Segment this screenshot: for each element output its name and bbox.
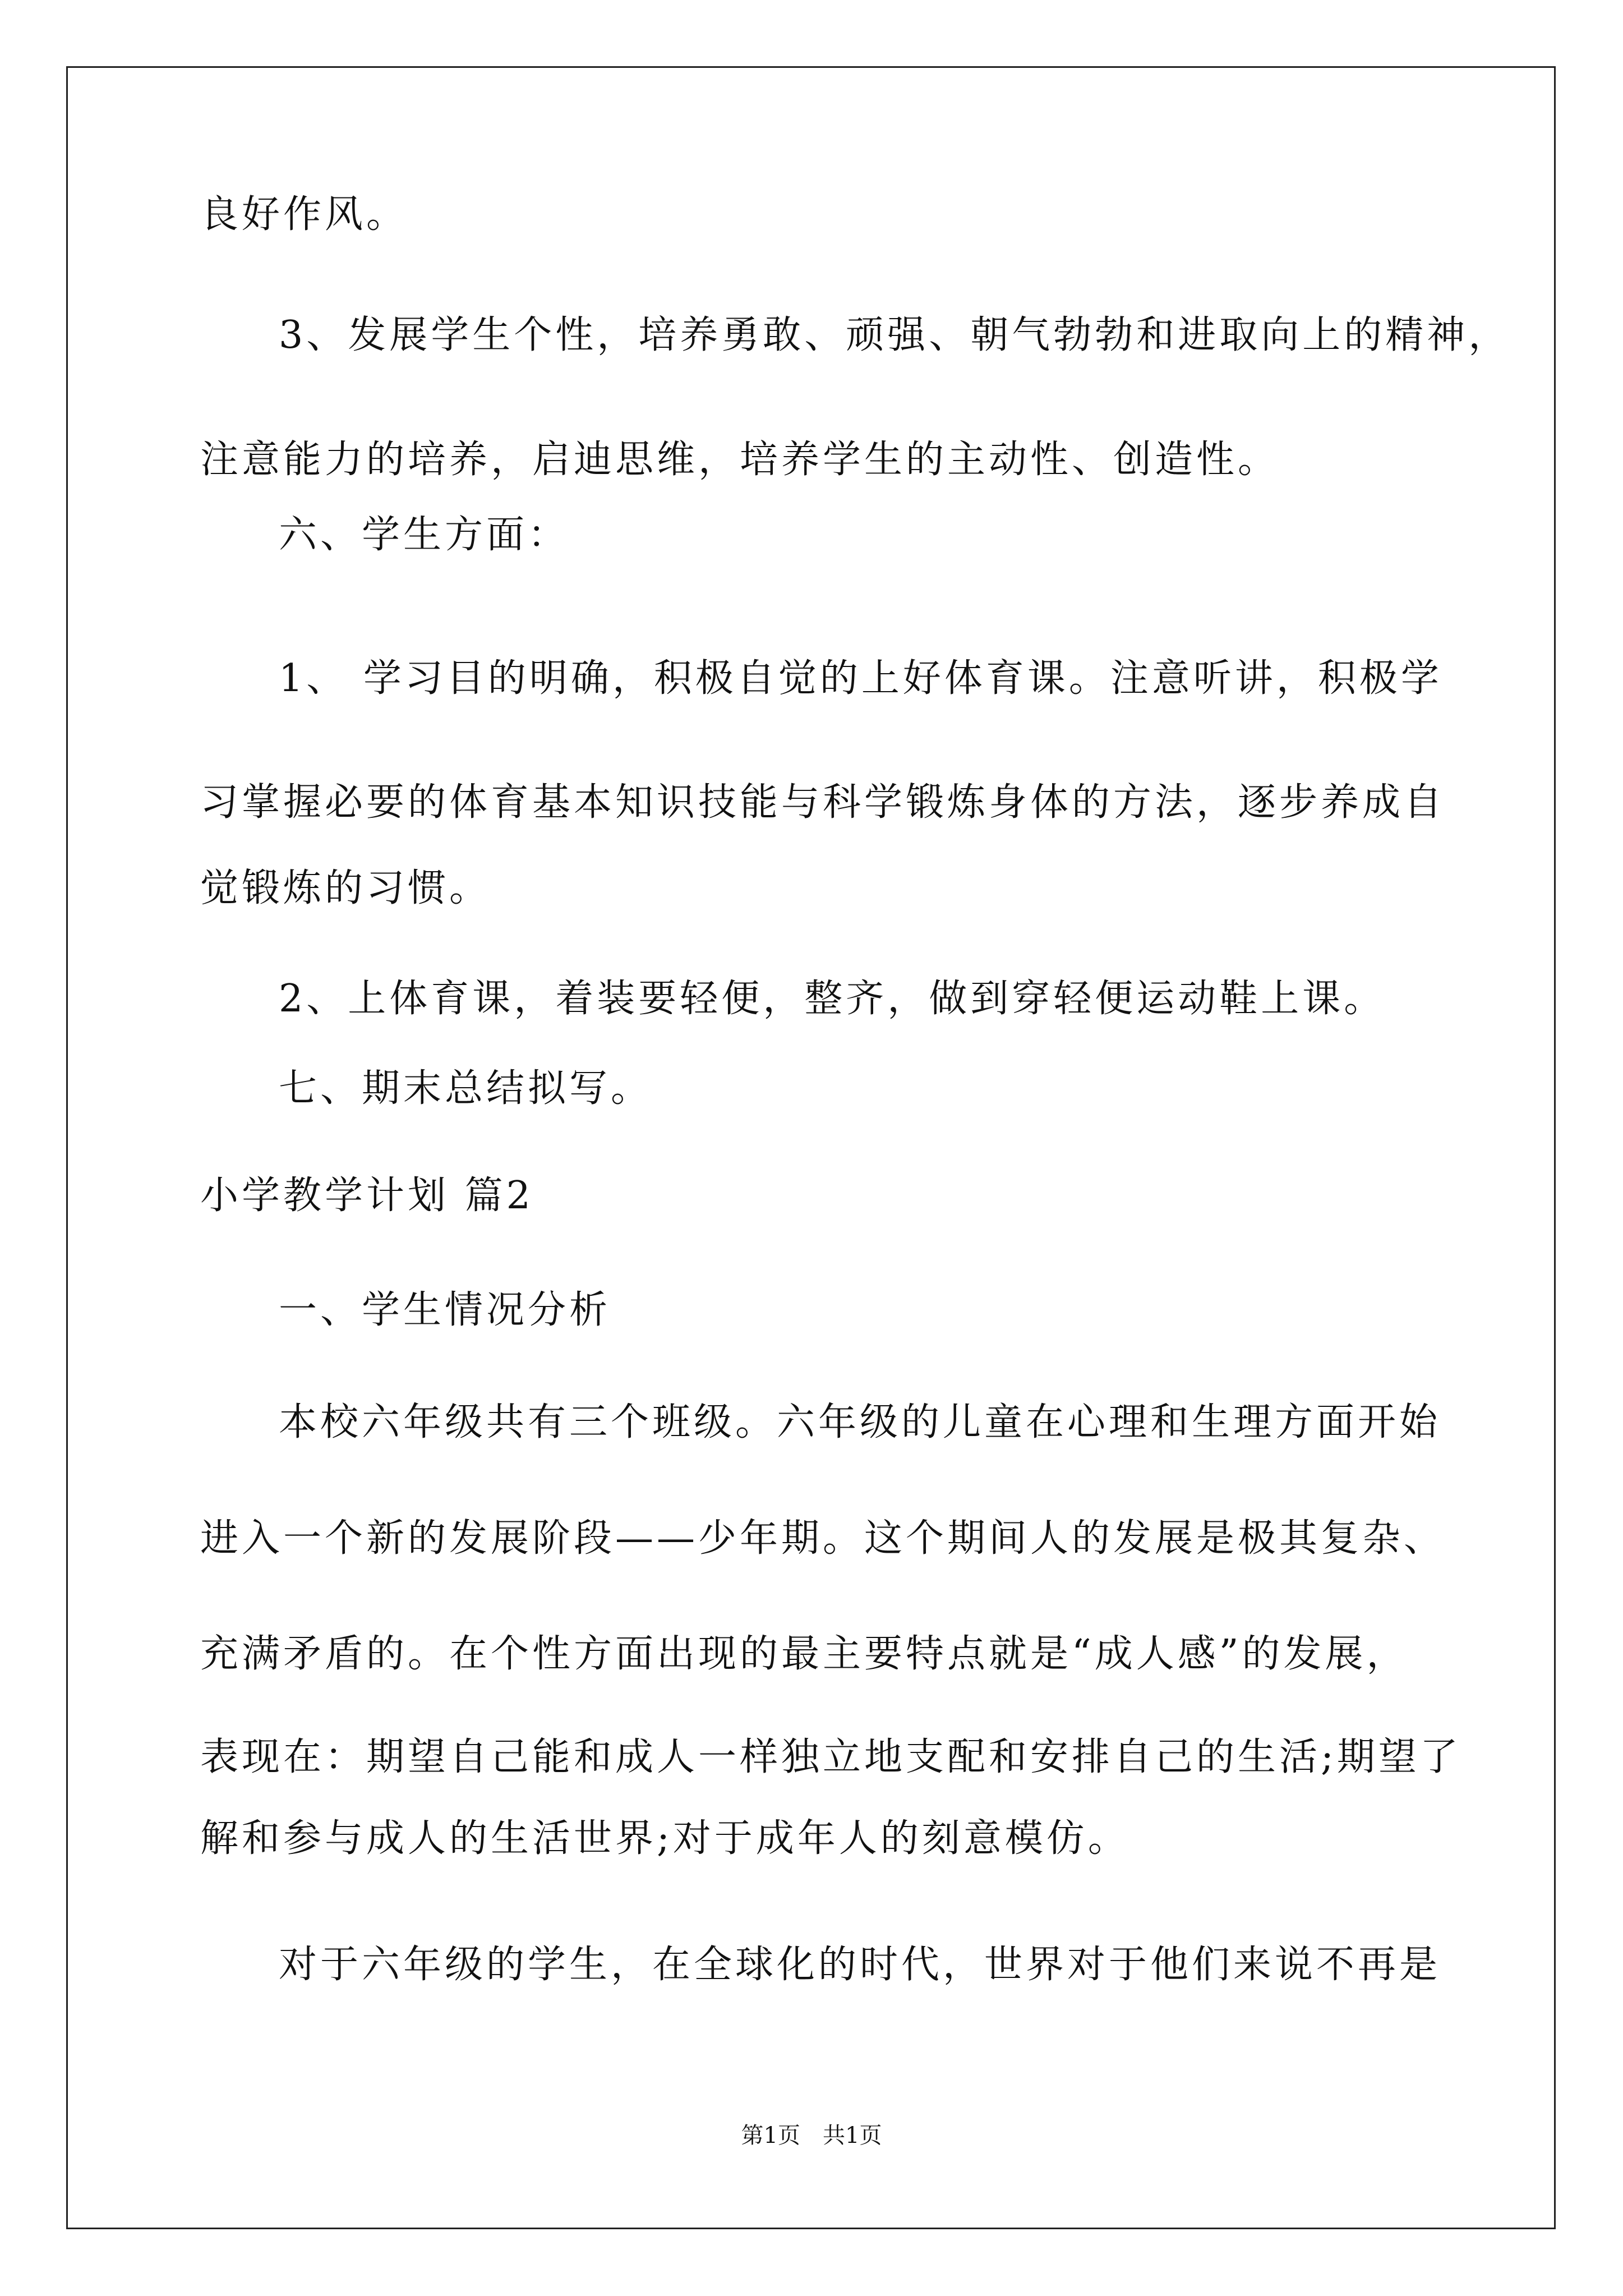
- text-line: 习掌握必要的体育基本知识技能与科学锻炼身体的方法，逐步养成自: [200, 780, 1446, 825]
- document-title: 小学教学计划 篇2: [200, 1174, 534, 1218]
- text-line: 2、上体育课，着装要轻便，整齐，做到穿轻便运动鞋上课。: [279, 977, 1386, 1021]
- text-line: 充满矛盾的。在个性方面出现的最主要特点就是“成人感”的发展，: [200, 1632, 1408, 1676]
- text-line: 解和参与成人的生活世界;对于成年人的刻意模仿。: [200, 1816, 1129, 1861]
- text-line: 3、发展学生个性，培养勇敢、顽强、朝气勃勃和进取向上的精神，: [279, 313, 1510, 357]
- text-line: 表现在：期望自己能和成人一样独立地支配和安排自己的生活;期望了: [200, 1735, 1461, 1779]
- text-line: 觉锻炼的习惯。: [200, 866, 491, 910]
- page-footer: 第1页 共1页: [741, 2123, 882, 2148]
- text-line: 1、 学习目的明确，积极自觉的上好体育课。注意听讲，积极学: [279, 656, 1442, 701]
- section-heading: 一、学生情况分析: [279, 1288, 611, 1332]
- text-line: 本校六年级共有三个班级。六年级的儿童在心理和生理方面开始: [279, 1400, 1441, 1444]
- text-line: 注意能力的培养，启迪思维，培养学生的主动性、创造性。: [200, 438, 1280, 482]
- text-line: 对于六年级的学生，在全球化的时代，世界对于他们来说不再是: [279, 1943, 1441, 1987]
- section-heading: 七、期末总结拟写。: [279, 1066, 653, 1111]
- text-line: 良好作风。: [200, 192, 408, 237]
- section-heading: 六、学生方面：: [279, 513, 570, 557]
- page-border: [66, 66, 1556, 2229]
- text-line: 进入一个新的发展阶段——少年期。这个期间人的发展是极其复杂、: [200, 1516, 1446, 1561]
